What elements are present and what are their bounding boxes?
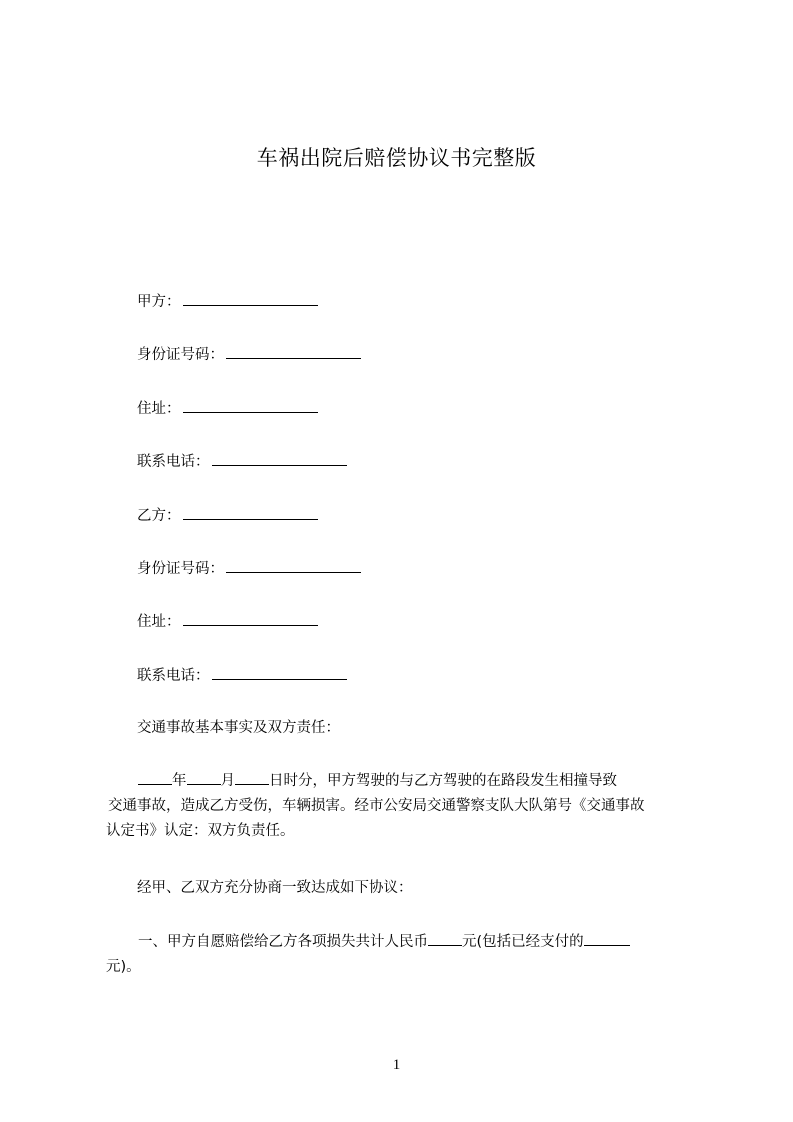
facts-paragraph (106, 769, 706, 844)
party-a-id-label: 身份证号码： (137, 347, 224, 363)
year-label: 年 (172, 773, 187, 789)
month-label: 月 (220, 773, 235, 789)
party-b-phone-label: 联系电话： (137, 668, 210, 684)
facts-line-2: 交通事故，造成乙方受伤，车辆损害。经市公安局交通警察支队大队第号《交通事故 (108, 798, 645, 814)
party-a-name-field (137, 291, 318, 312)
party-a-phone-label: 联系电话： (137, 454, 210, 470)
party-b-phone-field (137, 665, 347, 686)
day-blank (235, 770, 269, 785)
party-b-name-blank (183, 505, 318, 520)
party-a-id-blank (226, 344, 361, 359)
facts-line-1-text: 日时分，甲方驾驶的与乙方驾驶的在路段发生相撞导致 (269, 773, 617, 789)
party-b-address-label: 住址： (137, 614, 181, 630)
year-blank (138, 770, 172, 785)
facts-heading: 交通事故基本事实及双方责任： (137, 720, 340, 736)
party-a-phone-blank (212, 451, 347, 466)
clause-1-line-1 (106, 930, 706, 955)
agreement-intro: 经甲、乙双方充分协商一致达成如下协议： (137, 880, 413, 896)
facts-line-1 (106, 769, 706, 794)
clause-1-text-1: 一、甲方自愿赔偿给乙方各项损失共计人民币 (138, 934, 428, 950)
party-b-id-label: 身份证号码： (137, 561, 224, 577)
party-b-id-field (137, 558, 361, 579)
page-number: 1 (392, 1057, 401, 1073)
party-b-id-blank (226, 558, 361, 573)
total-amount-blank (428, 931, 462, 946)
month-blank (187, 770, 221, 785)
party-a-address-field (137, 398, 318, 419)
party-a-id-field (137, 344, 361, 365)
party-b-name-field (137, 505, 318, 526)
party-a-phone-field (137, 451, 347, 472)
clause-1-text-2: 元(包括已经支付的 (462, 934, 584, 950)
party-b-address-field (137, 611, 318, 632)
party-b-address-blank (183, 611, 318, 626)
party-a-name-label: 甲方： (137, 294, 181, 310)
party-a-name-blank (183, 291, 318, 306)
document-title: 车祸出院后赔偿协议书完整版 (256, 146, 537, 170)
facts-line-3: 认定书》认定：双方负责任。 (106, 823, 295, 839)
party-a-address-blank (183, 398, 318, 413)
paid-amount-blank (584, 931, 630, 946)
party-a-address-label: 住址： (137, 401, 181, 417)
clause-1-line-2: 元)。 (106, 959, 141, 975)
party-b-name-label: 乙方： (137, 508, 181, 524)
clause-1 (106, 930, 706, 980)
party-b-phone-blank (212, 665, 347, 680)
